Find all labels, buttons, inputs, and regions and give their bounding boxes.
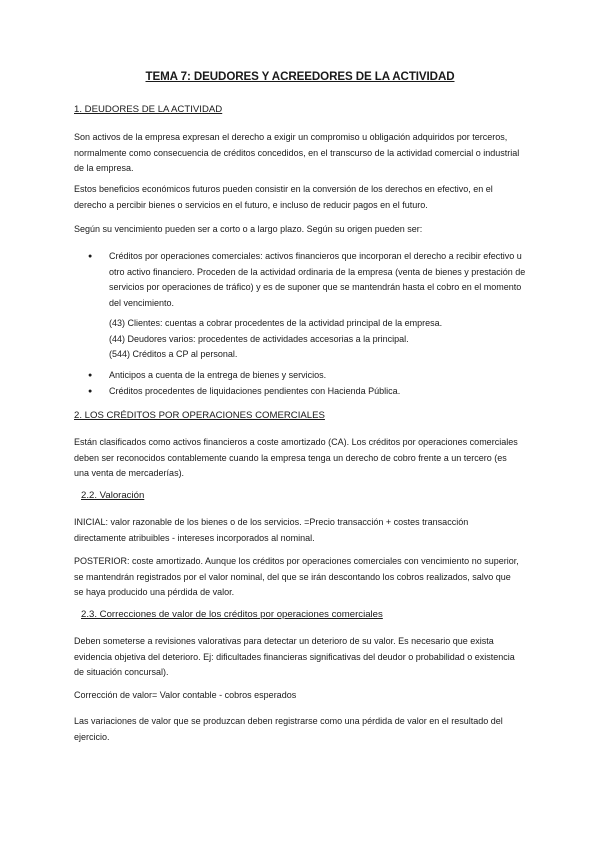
subsection-valoracion-heading: 2.2. Valoración xyxy=(81,490,145,501)
section-1-paragraph-2: Estos beneficios económicos futuros pueden consistir en la conversión de los derechos en efectivo, en el derecho a percibir bienes o servicios en el futuro, e incluso de reducir pagos en el futuro. xyxy=(74,184,493,210)
correccion-formula: Corrección de valor= Valor contable - cobros esperados xyxy=(74,690,297,700)
account-code-44: (44) Deudores varios: procedentes de actividades accesorias a la principal. xyxy=(109,333,409,344)
account-code-544: (544) Créditos a CP al personal. xyxy=(109,349,238,360)
valoracion-inicial-paragraph: INICIAL: valor razonable de los bienes o de los servicios. =Precio transacción + costes transacción directamente atribuibles - intereses incorporados al nominal. xyxy=(74,517,469,543)
origin-list-2 xyxy=(74,368,528,399)
account-codes xyxy=(109,316,529,363)
section-2-paragraph-1: Están clasificados como activos financieros a coste amortizado (CA). Los créditos por operaciones comerciales deben ser reconocidos contablemente cuando la empresa tenga un derecho de cobro frente a un tercero (es una venta de mercaderías). xyxy=(74,437,518,479)
correcciones-paragraph-1: Deben someterse a revisiones valorativas para detectar un deterioro de su valor. Es necesario que exista evidencia objetiva del deterioro. Ej: dificultades financieras significativas del deudor o probabilidad o existencia de situación concursal). xyxy=(74,636,515,678)
list-item-creditos-comerciales: ● Créditos por operaciones comerciales: activos financieros que incorporan el derecho a recibir efectivo u otro activo financiero. Proceden de la actividad ordinaria de la empresa (venta de bienes y prestación de servicios por operaciones de tráfico) y es de suponer que se mantendrán hasta el cobro en el momento del vencimiento. xyxy=(74,249,528,311)
section-2-heading: 2. LOS CRÉDITOS POR OPERACIONES COMERCIALES xyxy=(74,410,325,421)
document-title: TEMA 7: DEUDORES Y ACREEDORES DE LA ACTIVIDAD xyxy=(145,70,455,83)
valoracion-posterior-paragraph: POSTERIOR: coste amortizado. Aunque los créditos por operaciones comerciales con vencimiento no superior, se mantendrán registrados por el valor nominal, del que se irán descontando los cobros realizados, salvo que se haya producido una pérdida de valor. xyxy=(74,556,519,598)
section-1-paragraph-1: Son activos de la empresa expresan el derecho a exigir un compromiso u obligación adquiridos por terceros, normalmente como consecuencia de créditos concedidos, en el transcurso de la actividad comercial o industrial de la empresa. xyxy=(74,132,520,174)
section-1-heading: 1. DEUDORES DE LA ACTIVIDAD xyxy=(74,104,223,115)
origin-list-1 xyxy=(74,249,528,311)
account-code-43: (43) Clientes: cuentas a cobrar procedentes de la actividad principal de la empresa. xyxy=(109,318,443,328)
list-item-hacienda: ● Créditos procedentes de liquidaciones pendientes con Hacienda Pública. xyxy=(74,384,528,400)
list-item-anticipos: ● Anticipos a cuenta de la entrega de bienes y servicios. xyxy=(74,368,528,384)
section-1-paragraph-3: Según su vencimiento pueden ser a corto o a largo plazo. Según su origen pueden ser: xyxy=(74,224,423,234)
correcciones-paragraph-2: Las variaciones de valor que se produzcan deben registrarse como una pérdida de valor en el resultado del ejercicio. xyxy=(74,716,503,742)
subsection-correcciones-heading: 2.3. Correcciones de valor de los créditos por operaciones comerciales xyxy=(81,609,383,620)
